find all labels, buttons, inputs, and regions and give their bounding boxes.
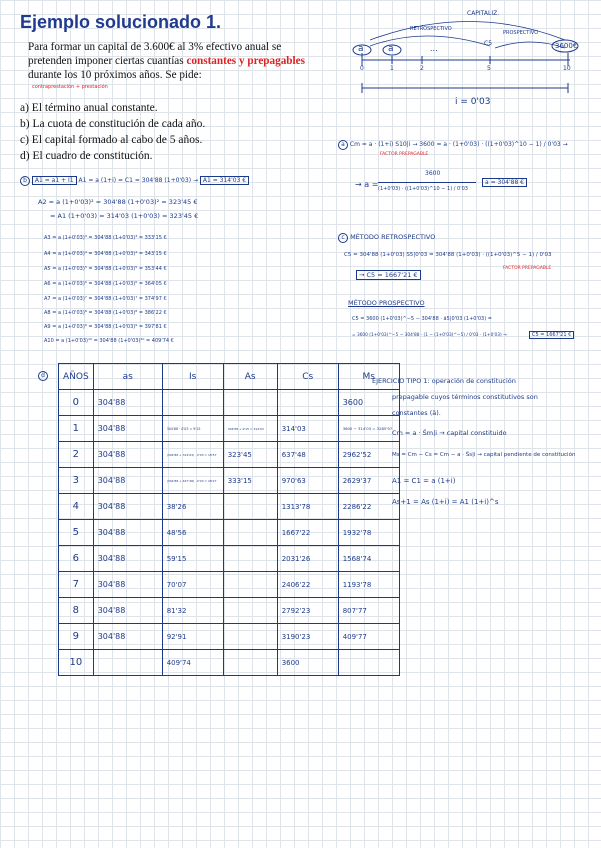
question-c: c) El capital formado al cabo de 5 años. [20,134,203,146]
cell-c: 2792'23 [277,598,338,624]
cell-i: 409'74 [162,650,223,676]
section-a-factor-note: FACTOR PREPAGABLE [380,152,429,157]
label-capitaliz: CAPITALIZ. [467,10,500,17]
cell-year: 1 [59,416,94,442]
prospective-line-1: C5 = 3600 (1+0'03)^−5 − 304'88 · ä5|0'03 (1+0'03) = [352,316,492,322]
cell-i: 70'07 [162,572,223,598]
fraction-bar [378,182,476,183]
cell-m: 2629'37 [338,468,399,494]
question-d: d) El cuadro de constitución. [20,150,153,162]
section-a [338,140,568,150]
cell-year: 5 [59,520,94,546]
section-b-a1-def: A1 = a1 + I1 [32,176,77,185]
section-b-line-4: A3 = a (1+0'03)³ = 304'88 (1+0'03)³ = 333'15 € [44,235,167,241]
cell-c: 637'48 [277,442,338,468]
statement-text-2: durante los 10 próximos años. Se pide: [28,69,202,81]
section-b-line-10: A9 = a (1+0'03)⁹ = 304'88 (1+0'03)⁹ = 397'81 € [44,324,167,330]
section-b-a1-result: A1 = 314'03 € [200,176,249,185]
cell-A [223,598,277,624]
tick-1: 1 [390,65,394,72]
header-as: as [93,364,162,390]
page-title: Ejemplo solucionado 1. [20,12,222,32]
cell-m: 1932'78 [338,520,399,546]
table-row [59,416,400,442]
cell-A [223,546,277,572]
cell-a: 304'88 [93,598,162,624]
questions-list [20,100,205,164]
cell-m: 409'77 [338,624,399,650]
cell-a: 304'88 [93,416,162,442]
cell-A [223,650,277,676]
formula-cm: Cm = a · S̈m|i → capital constituido [392,429,507,437]
section-c-result: → C5 = 1667'21 € [356,270,421,280]
cell-c: 314'03 [277,416,338,442]
cell-year: 6 [59,546,94,572]
formula-ms: Ms = Cm − Cs = Cm − a · S̈s|i → capital pendiente de constitución [392,452,576,458]
interest-rate: i = 0'03 [455,97,491,107]
cell-i: 48'56 [162,520,223,546]
section-b-line-5: A4 = a (1+0'03)⁴ = 304'88 (1+0'03)⁴ = 343'15 € [44,251,167,257]
tick-5: 5 [487,65,491,72]
cell-A [223,390,277,416]
section-a-result: a = 304'88 € [482,178,527,187]
cell-A [223,624,277,650]
annotation-note: contraprestación + prestación [32,84,108,90]
section-b-line-9: A8 = a (1+0'03)⁸ = 304'88 (1+0'03)⁸ = 386'22 € [44,310,167,316]
cell-a: 304'88 [93,468,162,494]
section-c-title [338,233,435,243]
cell-c: 3190'23 [277,624,338,650]
cell-a: 304'88 [93,442,162,468]
tick-0: 0 [360,65,364,72]
table-row [59,572,400,598]
cell-a: 304'88 [93,494,162,520]
cell-c: 3600 [277,650,338,676]
section-b-line-3: = A1 (1+0'03) = 314'03 (1+0'03) = 323'45 € [50,212,199,220]
cell-i: (304'88 + 314'03) · 0'03 = 18'57 [162,442,223,468]
section-a-denominator: (1+0'03) · ((1+0'03)^10 − 1) / 0'03 [378,186,468,192]
cell-c [277,390,338,416]
cell-year: 8 [59,598,94,624]
question-a: a) El término anual constante. [20,102,158,114]
header-ms: Ms [338,364,399,390]
cell-i: 59'15 [162,546,223,572]
cell-m: 3600 − 314'03 = 3285'97 [338,416,399,442]
table-row [59,546,400,572]
cell-a: 304'88 [93,390,162,416]
table-row [59,494,400,520]
section-a-label: a [338,140,348,150]
header-years: AÑOS [59,364,94,390]
header-cs: Cs [277,364,338,390]
timeline-a2: a [388,44,394,54]
cell-m: 1568'74 [338,546,399,572]
timeline-c5: C5 [484,40,493,47]
cell-A [223,494,277,520]
section-b-line-7: A6 = a (1+0'03)⁶ = 304'88 (1+0'03)⁶ = 364'05 € [44,281,167,287]
cell-year: 7 [59,572,94,598]
cell-a: 304'88 [93,520,162,546]
timeline-a1: a [358,44,364,54]
statement-text-1: Para formar un capital de 3.600€ al 3% efectivo anual se pretenden imponer ciertas cuantías [28,41,282,67]
statement-highlight: constantes y prepagables [186,55,305,67]
section-c-factor-note: FACTOR PREPAGABLE [503,266,552,271]
section-c-equation: C5 = 304'88 (1+0'03) S5|0'03 = 304'88 (1+0'03) · ((1+0'03)^5 − 1) / 0'03 [344,252,552,258]
cell-m: 807'77 [338,598,399,624]
cell-A [223,572,277,598]
section-a-equation: Cm = a · (1+i) S10|i → 3600 = a · (1+0'03) · ((1+0'03)^10 − 1) / 0'03 → [349,141,568,148]
label-prospectivo: PROSPECTIVO [503,30,539,36]
section-c-label: c [338,233,348,243]
cell-a: 304'88 [93,572,162,598]
section-b-line-11: A10 = a (1+0'03)¹⁰ = 304'88 (1+0'03)¹⁰ = 409'74 € [44,338,174,344]
timeline-diagram [340,8,590,108]
cell-A: 323'45 [223,442,277,468]
cell-c: 970'63 [277,468,338,494]
cell-c: 1667'22 [277,520,338,546]
ejercicio-title: EJERCICIO TIPO 1: operación de constitución [372,377,516,385]
table-header-row [59,364,400,390]
cell-year: 10 [59,650,94,676]
section-b-a1-eq: A1 = a (1+i) = C1 = 304'88 (1+0'03) → [78,177,198,184]
formula-a1: A1 = C1 = a (1+i) [392,477,456,485]
cell-i [162,390,223,416]
cell-m: 2962'52 [338,442,399,468]
formula-as1: As+1 = As (1+i) = A1 (1+i)^s [392,498,499,506]
cell-m: 3600 [338,390,399,416]
section-b-line-6: A5 = a (1+0'03)⁵ = 304'88 (1+0'03)⁵ = 353'44 € [44,266,167,272]
cell-c: 1313'78 [277,494,338,520]
section-b-line-8: A7 = a (1+0'03)⁷ = 304'88 (1+0'03)⁷ = 374'97 € [44,296,167,302]
timeline-end: 3600€ [555,42,578,50]
tick-10: 10 [563,65,571,72]
cell-a: 304'88 [93,546,162,572]
cell-m [338,650,399,676]
table-row [59,624,400,650]
cell-A: 333'15 [223,468,277,494]
label-retrospectivo: RETROSPECTIVO [410,26,452,32]
section-a-solve: → a = [355,180,379,189]
cell-A [223,520,277,546]
table-row [59,520,400,546]
table-row [59,598,400,624]
cell-i: (304'88 + 637'48) · 0'03 = 28'27 [162,468,223,494]
retrospective-title: MÉTODO RETROSPECTIVO [350,233,436,241]
cell-i: 304'88 · 0'03 = 9'15 [162,416,223,442]
problem-statement [28,40,318,82]
cell-year: 0 [59,390,94,416]
header-is: Is [162,364,223,390]
constitution-table [58,363,400,676]
cell-m: 1193'78 [338,572,399,598]
cell-c: 2406'22 [277,572,338,598]
section-d [38,362,48,381]
table-row [59,390,400,416]
cell-a [93,650,162,676]
question-b: b) La cuota de constitución de cada año. [20,118,206,130]
section-b-line-1 [20,176,249,186]
tick-2: 2 [420,65,424,72]
table-row [59,650,400,676]
timeline-dots: ... [430,44,438,53]
prospective-title: MÉTODO PROSPECTIVO [348,299,425,307]
cell-i: 81'32 [162,598,223,624]
cell-a: 304'88 [93,624,162,650]
cell-year: 4 [59,494,94,520]
section-a-numerator: 3600 [425,170,441,177]
prospective-result: C5 = 1667'21 € [529,331,574,339]
header-as-cuota: As [223,364,277,390]
prospective-line-2: = 3600 (1+0'03)^−5 − 304'88 · (1 − (1+0'03)^−5) / 0'03 · (1+0'03) → [352,333,507,338]
cell-m: 2286'22 [338,494,399,520]
table-row [59,442,400,468]
cell-year: 9 [59,624,94,650]
table-row [59,468,400,494]
cell-i: 92'91 [162,624,223,650]
cell-c: 2031'26 [277,546,338,572]
cell-year: 2 [59,442,94,468]
section-b-label: b [20,176,30,186]
section-b-line-2: A2 = a (1+0'03)² = 304'88 (1+0'03)² = 323'45 € [38,198,198,206]
section-d-label: d [38,371,48,381]
cell-year: 3 [59,468,94,494]
ejercicio-line-3: constantes (ä). [392,409,441,417]
cell-i: 38'26 [162,494,223,520]
cell-A: 304'88 + 9'15 = 314'03 [223,416,277,442]
ejercicio-line-2: prepagable cuyos términos constitutivos son [392,393,538,401]
